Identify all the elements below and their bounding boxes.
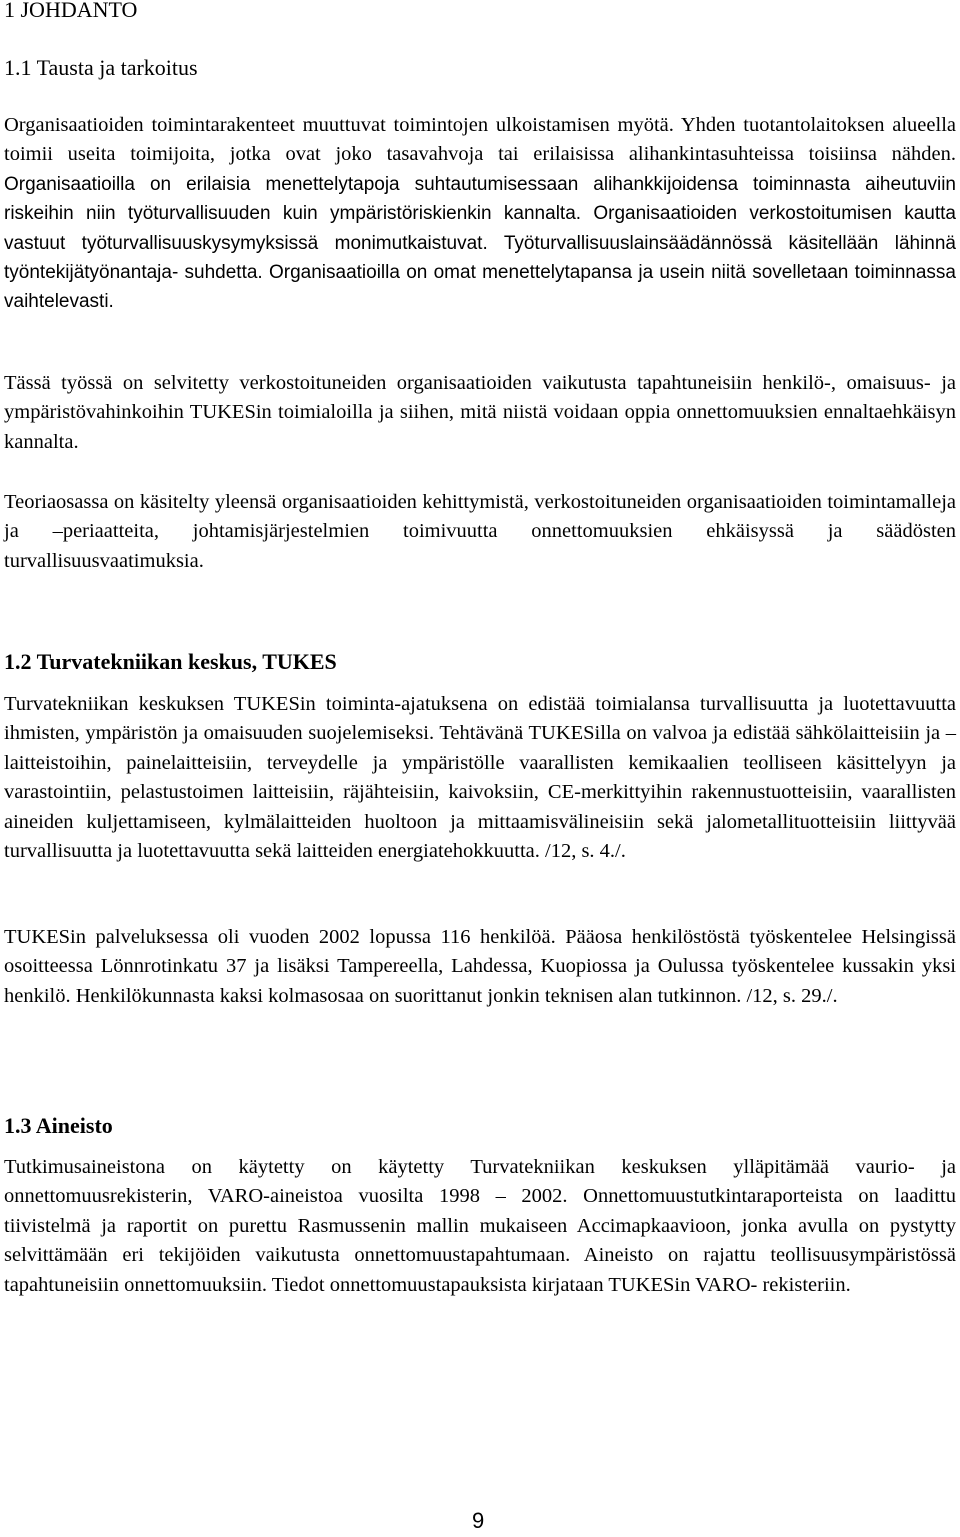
section-heading-1-3: 1.3 Aineisto xyxy=(4,1113,113,1138)
paragraph-scope: Tässä työssä on selvitetty verkostoituneiden organisaatioiden vaikutusta tapahtuneisiin henkilö-, omaisuus- ja ympäristövahinkoihin TUKESin toimialoilla ja siihen, mitä niistä voidaan oppia onnettomuuksien ennaltaehkäisyn kannalta. xyxy=(4,372,956,453)
section-heading-1-1: 1.1 Tausta ja tarkoitus xyxy=(4,55,198,80)
paragraph-background-part1: Organisaatioiden toimintarakenteet muuttuvat toimintojen ulkoistamisen myötä. Yhden tuotantolaitoksen alueella toimii useita toimijoita, jotka ovat joko tasavahvoja tai erilaisissa alihankintasuhteissa toisiinsa nähden. xyxy=(4,114,956,166)
paragraph-theory: Teoriaosassa on käsitelty yleensä organisaatioiden kehittymistä, verkostoituneiden organisaatioiden toimintamalleja ja –periaatteita, johtamisjärjestelmien toimivuutta onnettomuuksien ehkäisyssä ja säädösten turvallisuusvaatimuksia. xyxy=(4,491,956,572)
paragraph-tukes-staff: TUKESin palveluksessa oli vuoden 2002 lopussa 116 henkilöä. Pääosa henkilöstöstä työskentelee Helsingissä osoitteessa Lönnrotinkatu 37 ja lisäksi Tampereella, Lahdessa, Kuopiossa ja Oulussa työskentelee kussakin yksi henkilö. Henkilökunnasta kaksi kolmasosaa on suorittanut jonkin teknisen alan tutkinnon. /12, s. 29./. xyxy=(4,926,956,1007)
paragraph-background xyxy=(4,111,956,317)
page-number: 9 xyxy=(472,1508,485,1533)
paragraph-material: Tutkimusaineistona on käytetty on käytetty Turvatekniikan keskuksen ylläpitämää vaurio- ja onnettomuusrekisterin, VARO-aineistoa vuosilta 1998 – 2002. Onnettomuustutkintaraporteista on laadittu tiivistelmä ja raportit on purettu Rasmussenin mallin mukaiseen Accimapkaavioon, jonka avulla on pystytty selvittämään eri tekijöiden vaikutusta onnettomuustapahtumaan. Aineisto on rajattu teollisuusympäristössä tapahtuneisiin onnettomuuksiin. Tiedot onnettomuustapauksista kirjataan TUKESin VARO- rekisteriin. xyxy=(4,1156,956,1296)
paragraph-tukes-mission: Turvatekniikan keskuksen TUKESin toiminta-ajatuksena on edistää toimialansa turvallisuutta ja luotettavuutta ihmisten, ympäristön ja omaisuuden suojelemiseksi. Tehtävänä TUKESilla on valvoa ja edistää sähkölaitteisiin ja –laitteistoihin, painelaitteisiin, terveydelle ja ympäristölle vaarallisten kemikaalien teolliseen käsittelyyn ja varastointiin, pelastustoimen laitteisiin, räjähteisiin, kaivoksiin, CE-merkittyihin rakennustuotteisiin, vaarallisten aineiden kuljettamiseen, kylmälaitteiden huoltoon ja mittaamisvälineisiin sekä jalometallituotteisiin liittyvää turvallisuutta ja luotettavuutta sekä laitteiden energiatehokkuutta. /12, s. 4./. xyxy=(4,693,956,863)
paragraph-background-part2: Organisaatioilla on erilaisia menettelytapoja suhtautumisessaan alihankkijoidensa toiminnasta aiheutuviin riskeihin niin työturvallisuuden kuin ympäristöriskienkin kannalta. Organisaatioiden verkostoitumisen kautta vastuut työturvallisuuskysymyksissä monimutkaistuvat. Työturvallisuuslainsäädännössä käsitellään lähinnä työntekijätyönantaja- suhdetta. Organisaatioilla on omat menettelytapansa ja usein niitä sovelletaan toiminnassa vaihtelevasti. xyxy=(4,173,956,313)
chapter-heading: 1 JOHDANTO xyxy=(4,0,138,22)
section-heading-1-2: 1.2 Turvatekniikan keskus, TUKES xyxy=(4,649,337,674)
